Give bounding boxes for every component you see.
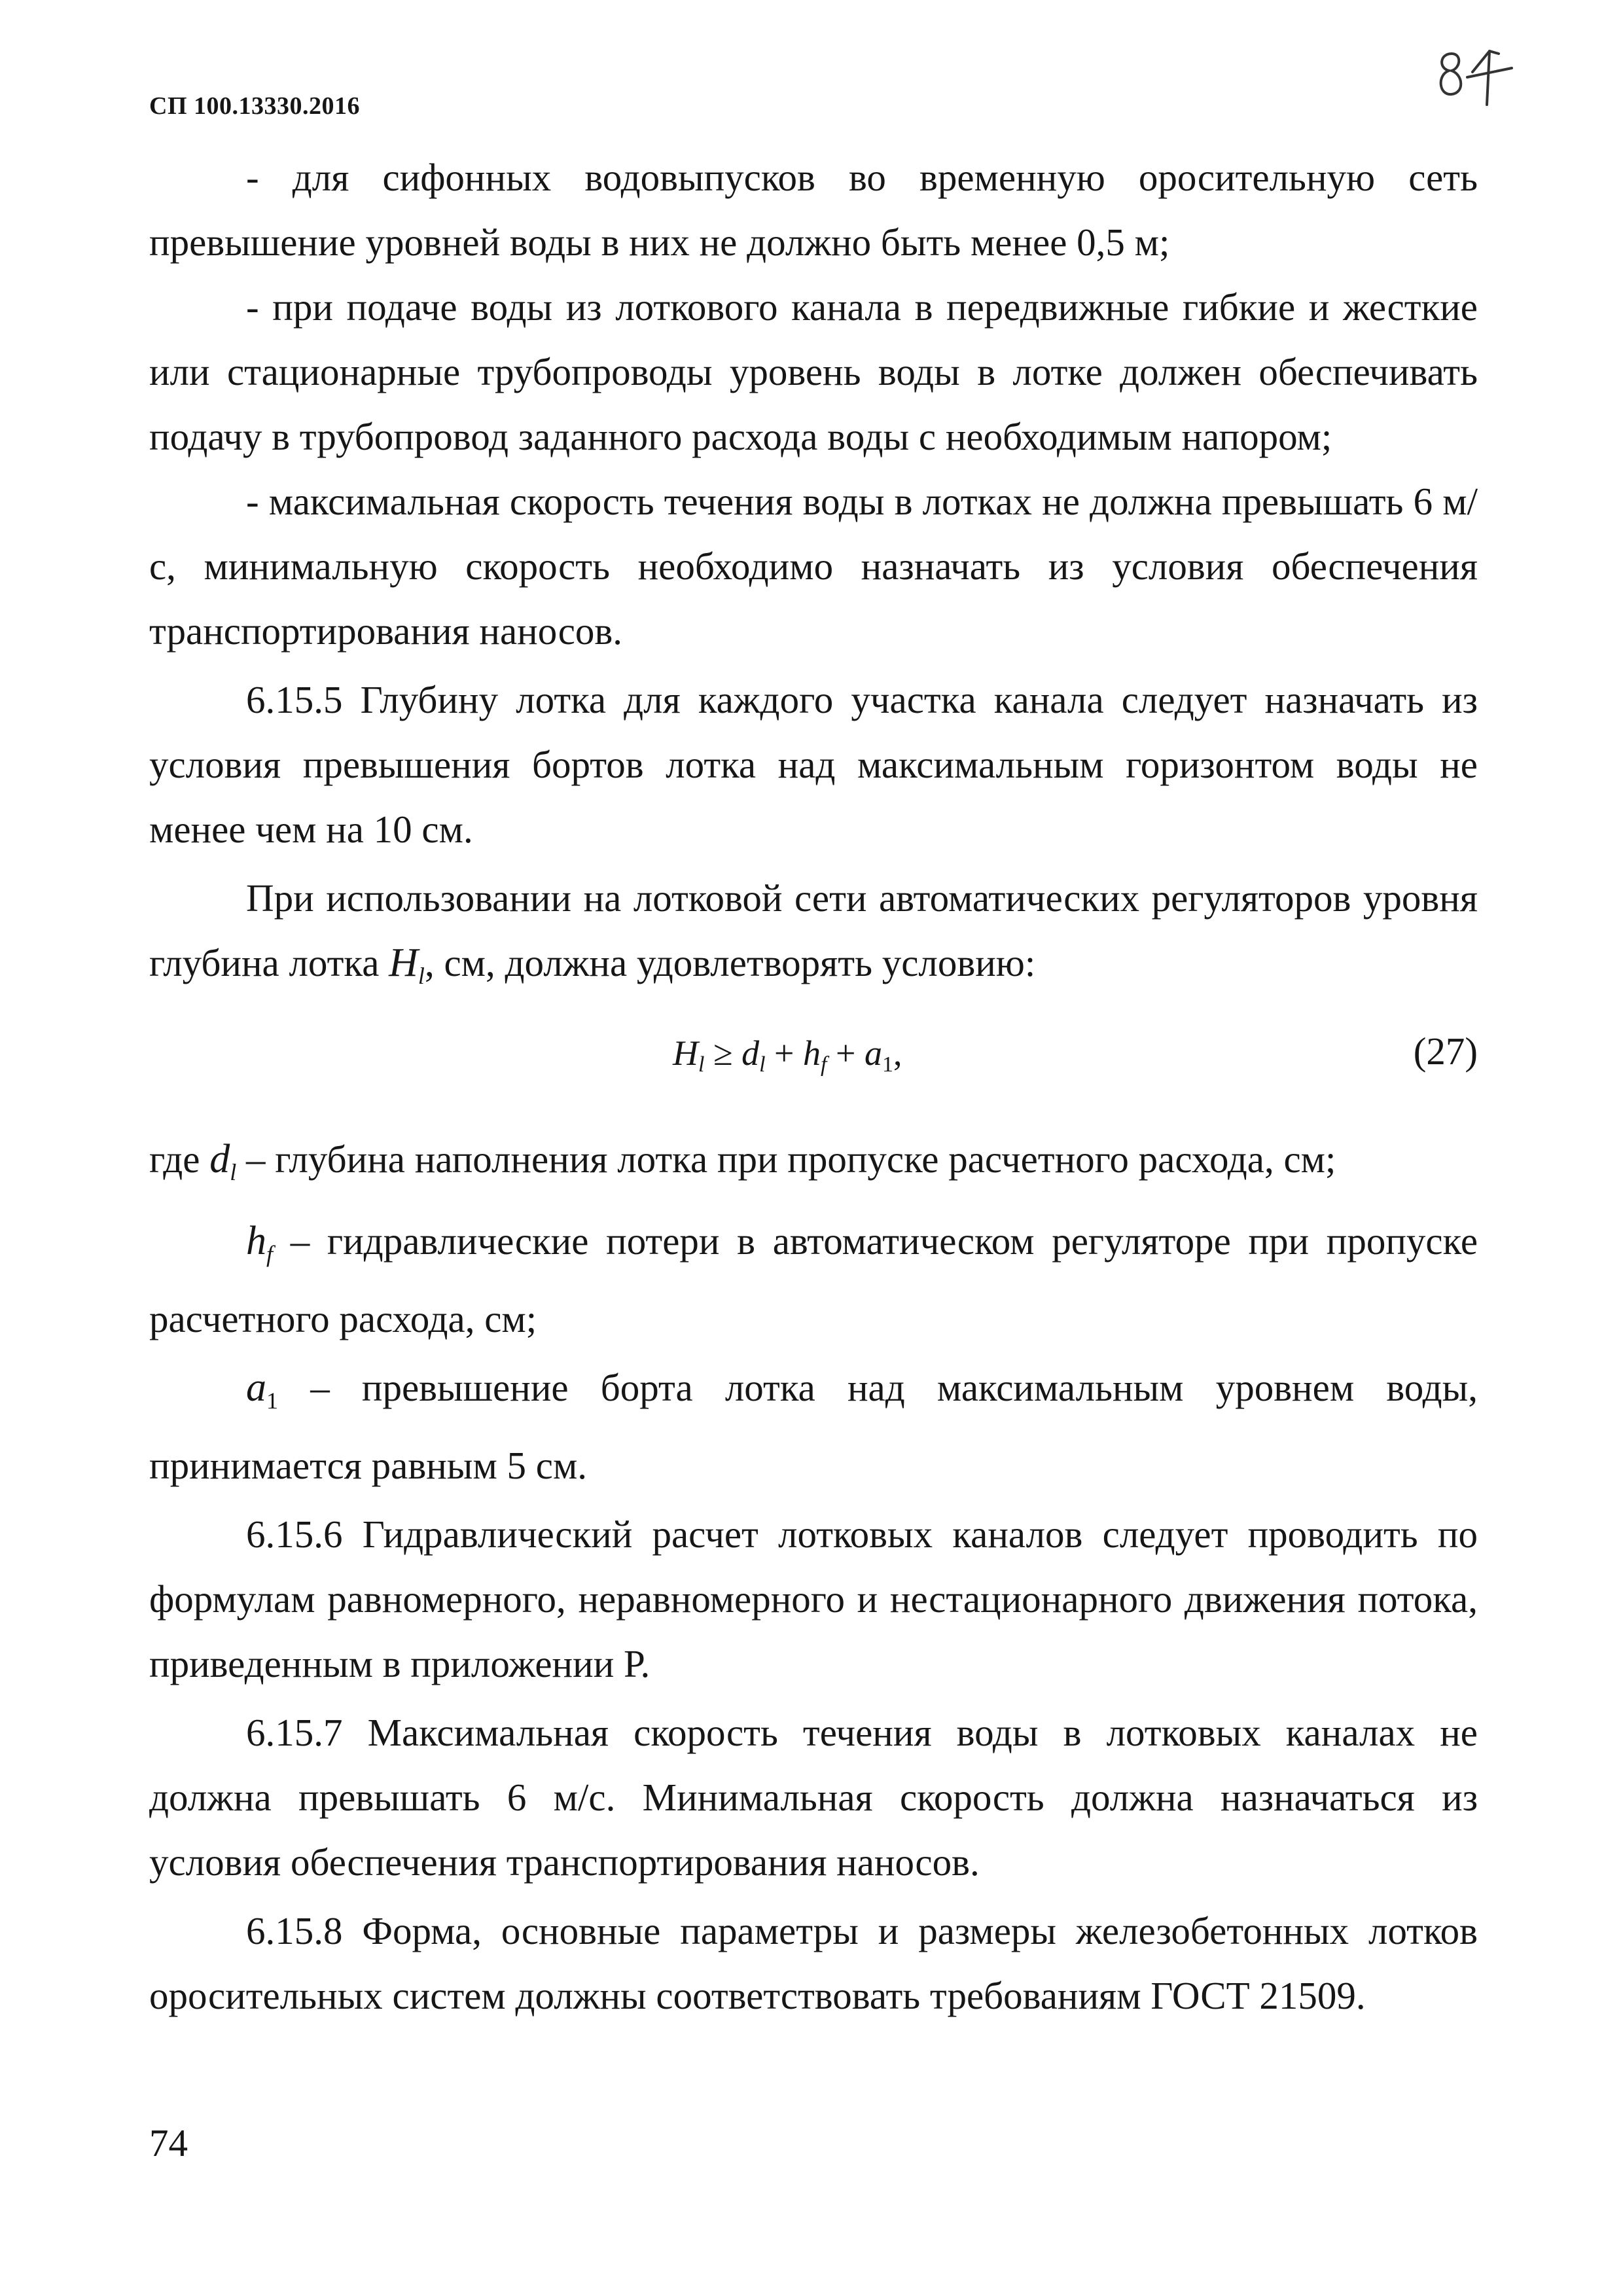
paragraph-max-velocity: - максимальная скорость течения воды в лотках не должна превышать 6 м/с, минимальную скорость необходимо назначать из условия обеспечения транспортирования наносов.: [149, 480, 1478, 653]
formula-number: (27): [1413, 1030, 1478, 1073]
text-block-definitions: [149, 1127, 1478, 2028]
variable-H: $H_l$: [389, 941, 425, 989]
definition-d: где $d_l$ – глубина наполнения лотка при пропуске расчетного расхода, см;: [149, 1137, 1336, 1185]
definition-h: $h_f$ – гидравлические потери в автоматическом регуляторе при пропуске расчетного расхода, см;: [149, 1219, 1478, 1340]
text-block-top: [149, 145, 1478, 1009]
formula-expression: $H_l \ge d_l + h_f + a_1$,: [673, 1033, 902, 1077]
paragraph-water-supply: - при подаче воды из лоткового канала в передвижные гибкие и жесткие или стационарные трубопроводы уровень воды в лотке должен обеспечивать подачу в трубопровод заданного расхода воды с необходимым напором;: [149, 285, 1478, 458]
variable-h: $h_f$: [246, 1219, 274, 1267]
paragraph-6-15-5: 6.15.5 Глубину лотка для каждого участка канала следует назначать из условия превышения бортов лотка над максимальным горизонтом воды не менее чем на 10 см.: [149, 678, 1478, 851]
variable-d: $d_l$: [209, 1137, 237, 1185]
paragraph-6-15-8: 6.15.8 Форма, основные параметры и размеры железобетонных лотков оросительных систем должны соответствовать требованиям ГОСТ 21509.: [149, 1909, 1478, 2017]
document-code: СП 100.13330.2016: [149, 92, 360, 120]
formula-27: [149, 1021, 1478, 1086]
paragraph-depth-condition: При использовании на лотковой сети автоматических регуляторов уровня глубина лотка $H_l$, см, должна удовлетворять условию:: [149, 876, 1478, 989]
variable-a: $a_1$: [246, 1365, 278, 1414]
handwritten-page-number: [1427, 39, 1525, 111]
paragraph-siphon-outlets: - для сифонных водовыпусков во временную оросительную сеть превышение уровней воды в них не должно быть менее 0,5 м;: [149, 156, 1478, 264]
definition-a: $a_1$ – превышение борта лотка над максимальным уровнем воды, принимается равным 5 см.: [149, 1365, 1478, 1487]
paragraph-6-15-7: 6.15.7 Максимальная скорость течения воды в лотковых каналах не должна превышать 6 м/с. Минимальная скорость должна назначаться из условия обеспечения транспортирования наносов.: [149, 1711, 1478, 1884]
page-number: 74: [149, 2121, 188, 2164]
paragraph-6-15-6: 6.15.6 Гидравлический расчет лотковых каналов следует проводить по формулам равномерного, неравномерного и нестационарного движения потока, приведенным в приложении Р.: [149, 1513, 1478, 1685]
